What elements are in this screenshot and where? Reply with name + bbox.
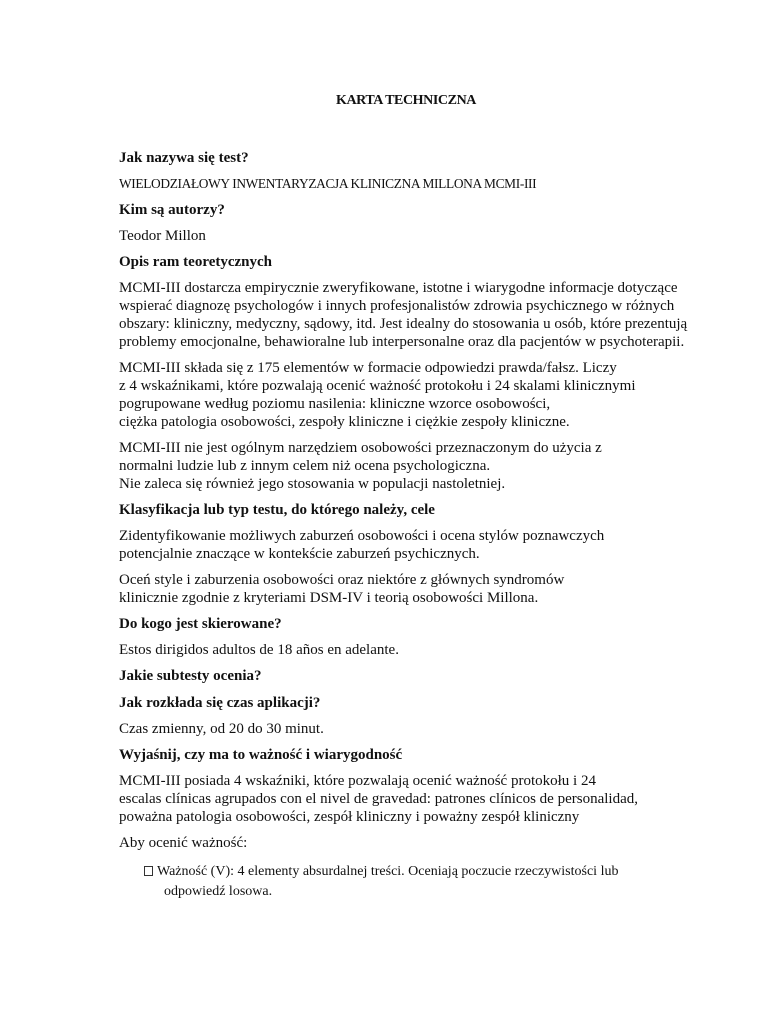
- document-body: [119, 149, 719, 902]
- text-line: z 4 wskaźnikami, które pozwalają ocenić ważność protokołu i 24 skalami klinicznymi: [119, 378, 636, 394]
- text-line: MCMI-III dostarcza empirycznie zweryfikowane, istotne i wiarygodne informacje dotyczące: [119, 280, 678, 296]
- text-line: normalni ludzie lub z innym celem niż ocena psychologiczna.: [119, 458, 491, 474]
- validity-paragraph-1: [119, 772, 719, 826]
- theory-paragraph-2: [119, 359, 719, 431]
- text-line: ciężka patologia osobowości, zespoły kliniczne i ciężkie zespoły kliniczne.: [119, 414, 570, 430]
- test-name-text: WIELODZIAŁOWY INWENTARYZACJA KLINICZNA MILLONA MCMI-III: [119, 176, 537, 191]
- text-line: potencjalnie znaczące w kontekście zaburzeń psychicznych.: [119, 546, 480, 562]
- text-line: problemy emocjonalne, behawioralne lub interpersonalne oraz dla pacjentów w psychoterapii.: [119, 334, 685, 350]
- authors-text: Teodor Millon: [119, 228, 206, 244]
- document-title: KARTA TECHNICZNA: [335, 93, 476, 108]
- text-line: Zidentyfikowanie możliwych zaburzeń osobowości i ocena stylów poznawczych: [119, 528, 605, 544]
- duration-text: Czas zmienny, od 20 do 30 minut.: [119, 721, 324, 737]
- theory-paragraph-3: [119, 439, 719, 493]
- text-line: wspierać diagnozę psychologów i innych profesjonalistów zdrowia psychicznego w różnych: [119, 298, 675, 314]
- heading-classification: Klasyfikacja lub typ testu, do którego należy, cele: [119, 502, 435, 518]
- text-line: MCMI-III posiada 4 wskaźniki, które pozwalają ocenić ważność protokołu i 24: [119, 773, 596, 789]
- audience-text: Estos dirigidos adultos de 18 años en adelante.: [119, 642, 399, 658]
- text-line: Nie zaleca się również jego stosowania w populacji nastoletniej.: [119, 476, 506, 492]
- validity-paragraph-2: Aby ocenić ważność:: [119, 835, 248, 851]
- text-line: MCMI-III nie jest ogólnym narzędziem osobowości przeznaczonym do użycia z: [119, 440, 602, 456]
- checkbox-glyph-icon: [144, 866, 153, 876]
- heading-authors: Kim są autorzy?: [119, 202, 225, 218]
- bullet-line-continuation: odpowiedź losowa.: [164, 884, 273, 899]
- classification-paragraph-2: [119, 571, 719, 607]
- heading-validity: Wyjaśnij, czy ma to ważność i wiarygodność: [119, 747, 403, 763]
- text-line: poważna patologia osobowości, zespół kliniczny i poważny zespół kliniczny: [119, 809, 580, 825]
- text-line: obszary: kliniczny, medyczny, sądowy, itd. Jest idealny do stosowania u osób, które prezentują: [119, 316, 688, 332]
- text-line: escalas clínicas agrupados con el nivel de gravedad: patrones clínicos de personalidad,: [119, 791, 638, 807]
- text-line: klinicznie zgodnie z kryteriami DSM-IV i teorią osobowości Millona.: [119, 590, 539, 606]
- heading-audience: Do kogo jest skierowane?: [119, 616, 282, 632]
- heading-test-name: Jak nazywa się test?: [119, 150, 249, 166]
- heading-theory: Opis ram teoretycznych: [119, 254, 273, 270]
- heading-duration: Jak rozkłada się czas aplikacji?: [119, 695, 321, 711]
- validity-bullet-item: [144, 862, 719, 902]
- bullet-line: Ważność (V): 4 elementy absurdalnej treści. Oceniają poczucie rzeczywistości lub: [157, 864, 619, 879]
- theory-paragraph-1: [119, 279, 719, 351]
- classification-paragraph-1: [119, 527, 719, 563]
- text-line: pogrupowane według poziomu nasilenia: kliniczne wzorce osobowości,: [119, 396, 551, 412]
- heading-subtests: Jakie subtesty ocenia?: [119, 668, 262, 684]
- text-line: MCMI-III składa się z 175 elementów w formacie odpowiedzi prawda/fałsz. Liczy: [119, 360, 617, 376]
- text-line: Oceń style i zaburzenia osobowości oraz niektóre z głównych syndromów: [119, 572, 565, 588]
